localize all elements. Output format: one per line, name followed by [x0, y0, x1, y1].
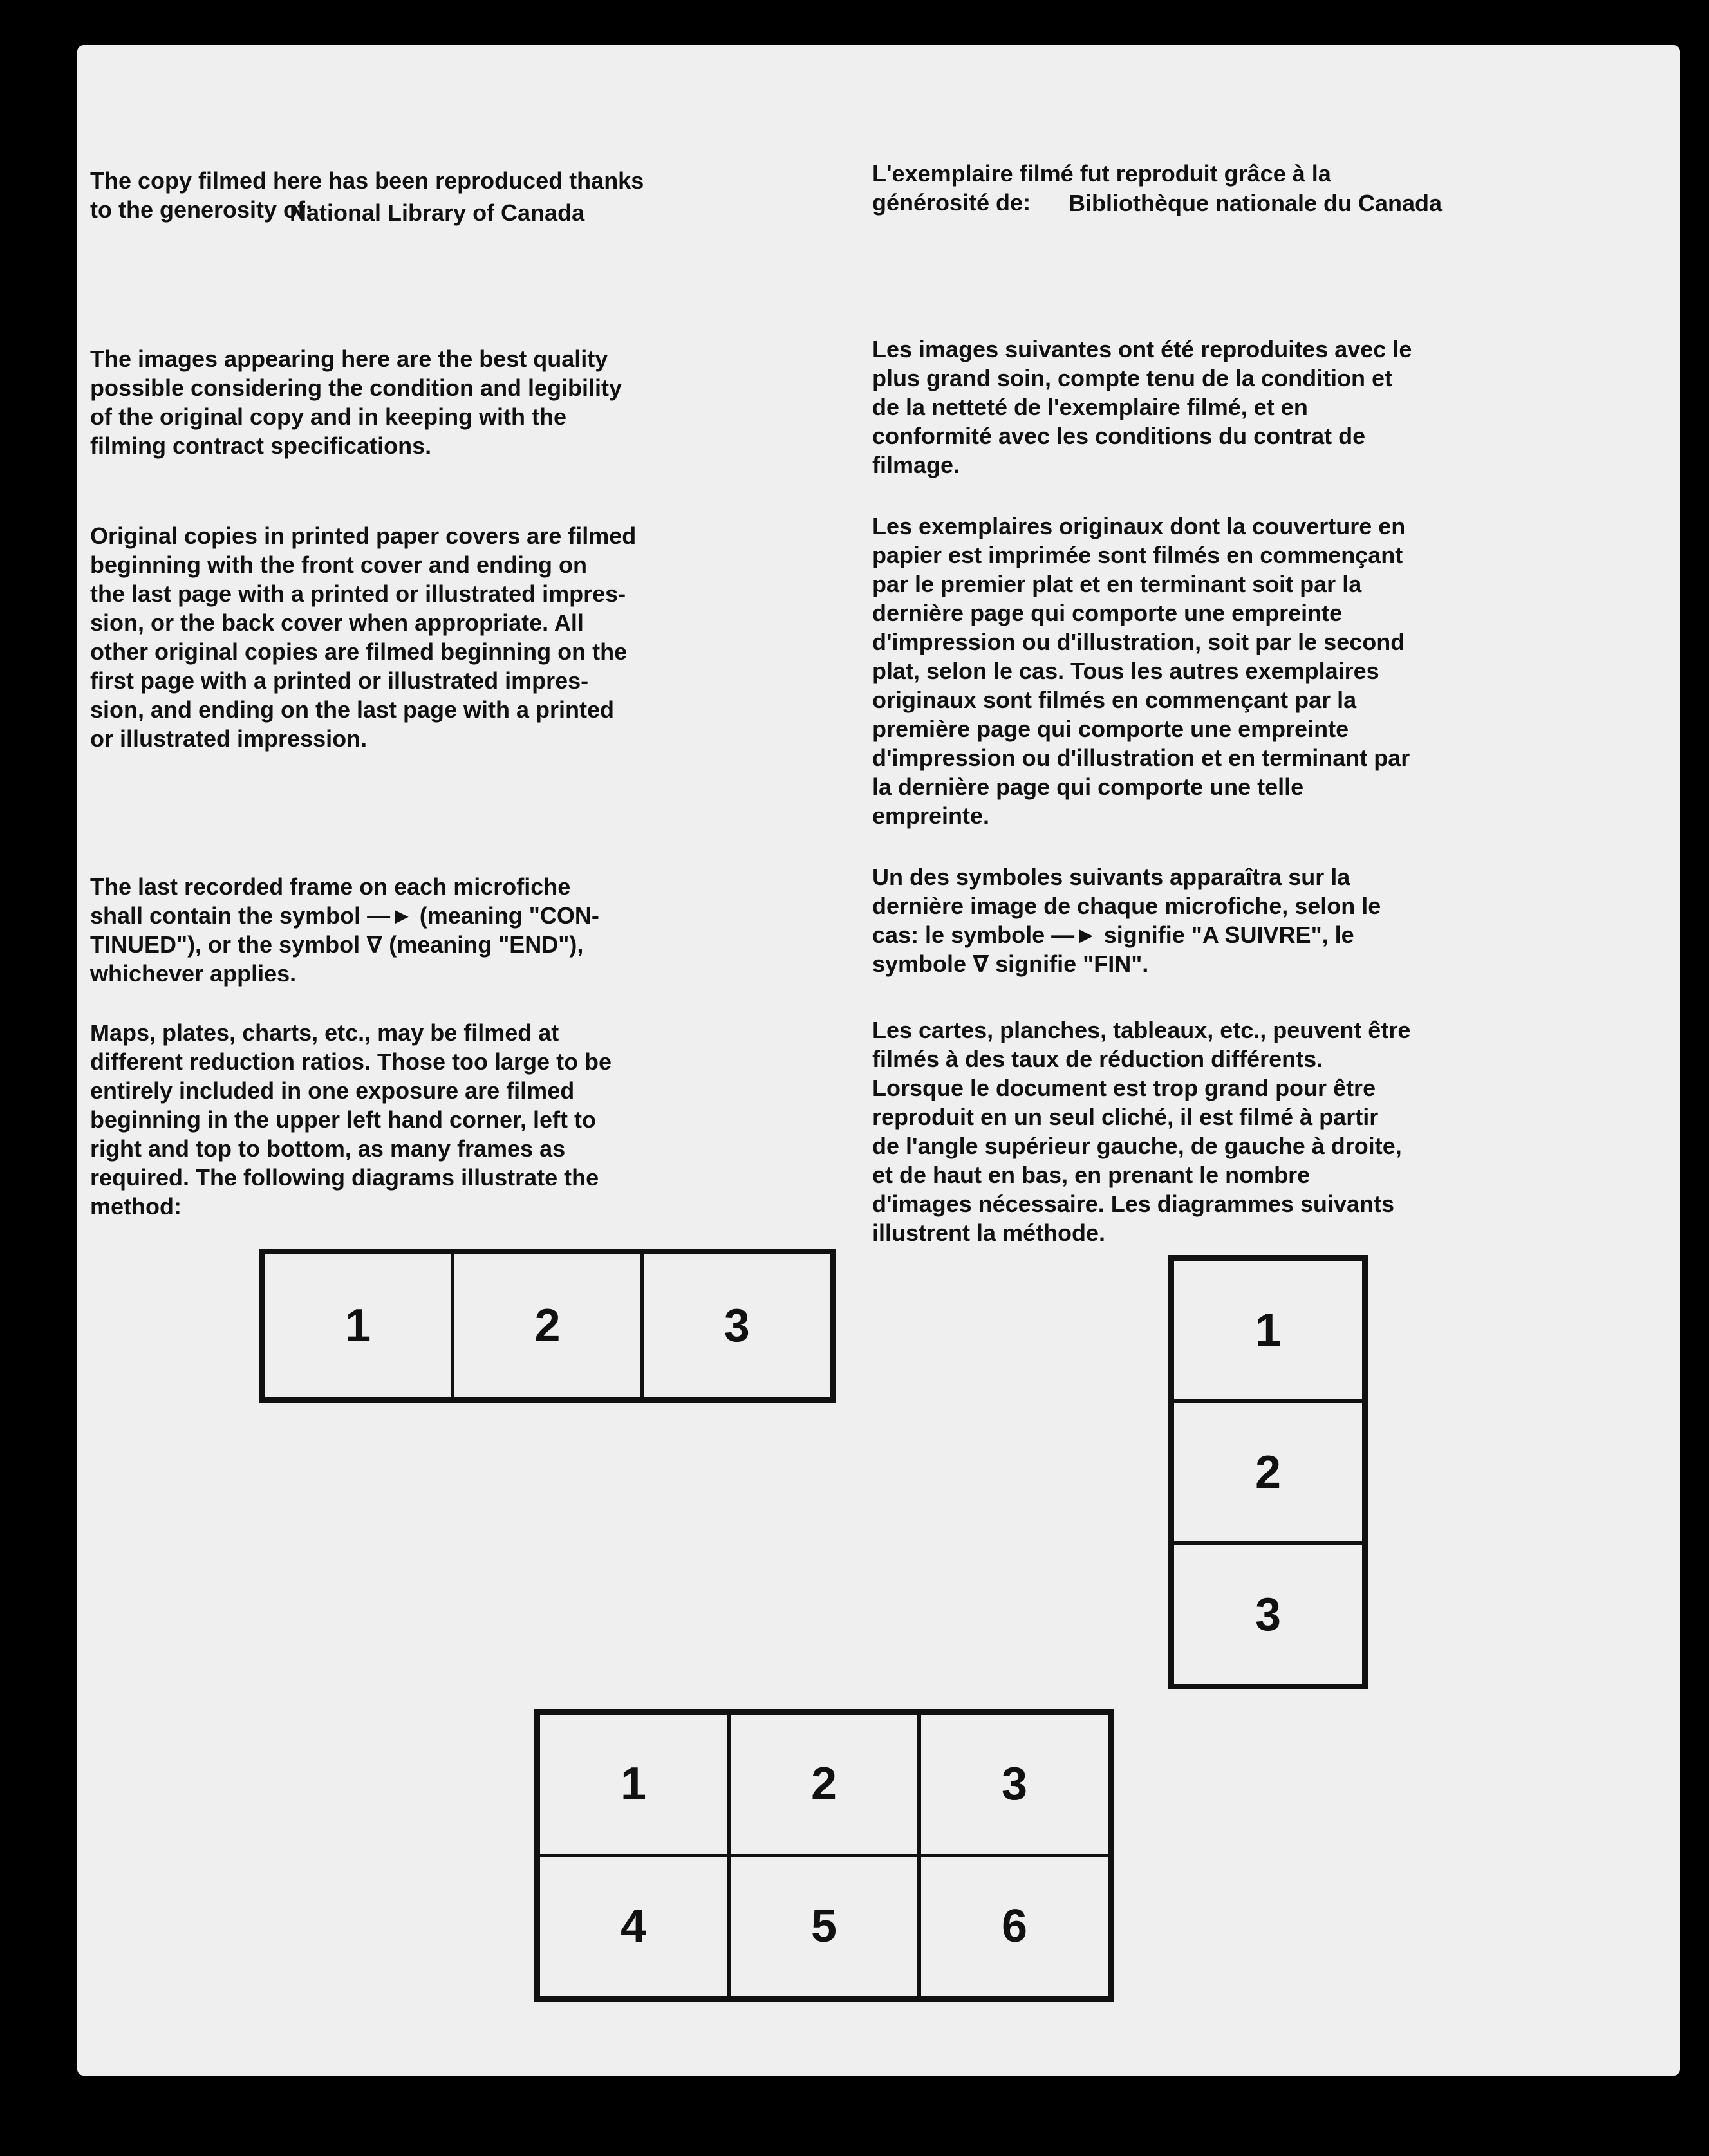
quality-paragraph-fr [872, 335, 1593, 479]
symbols-line-3-fr [872, 920, 1593, 949]
symbols-line-4b-fr: signifie "FIN". [989, 951, 1149, 977]
diagram-cell: 6 [919, 1855, 1110, 1998]
symbols-line-3b-en: (meaning "END"), [382, 931, 584, 958]
diagram-vertical [1168, 1255, 1368, 1689]
diagram-cell: 3 [1172, 1543, 1364, 1686]
diagram-cell: 2 [729, 1713, 919, 1855]
diagram-cell: 1 [263, 1252, 453, 1399]
diagram-cell: 5 [729, 1855, 919, 1998]
end-triangle-icon: ∇ [973, 951, 989, 977]
diagram-cell: 3 [642, 1252, 832, 1399]
symbols-line-2a-en: shall contain the symbol [90, 902, 368, 929]
symbols-line-4-en: whichever applies. [90, 960, 297, 987]
diagram-cell: 1 [538, 1713, 729, 1855]
credit-intro-fr-text: L'exemplaire filmé fut reproduit grâce à la générosité de: [872, 160, 1331, 216]
originals-text-fr: Les exemplaires originaux dont la couverture en papier est imprimée sont filmés en commençant par le premier plat et en terminant soit par la dernière page qui comporte une empreinte d'impression ou d'illustration, soit par le second plat, selon le cas. Tous les autres exemplaires originaux sont filmés en commençant par la première page qui comporte une empreinte d'impression ou d'illustration et en terminant par la dernière page qui comporte une telle empreinte. [872, 513, 1410, 829]
symbols-line-2b-en: (meaning "CON- [413, 902, 599, 929]
diagram-cell: 2 [453, 1252, 642, 1399]
symbols-paragraph-en [90, 872, 811, 988]
diagram-cell: 2 [1172, 1401, 1364, 1543]
originals-paragraph-en [90, 521, 811, 753]
diagram-cell: 3 [919, 1713, 1110, 1855]
symbols-line-3-en [90, 930, 811, 959]
credit-name-fr: Bibliothèque nationale du Canada [1069, 190, 1443, 216]
quality-text-fr: Les images suivantes ont été reproduites avec le plus grand soin, compte tenu de la condition et de la netteté de l'exemplaire filmé, et en conformité avec les conditions du contrat de filmage. [872, 336, 1412, 478]
maps-paragraph-en [90, 1018, 811, 1221]
diagram-block [534, 1709, 1114, 2002]
originals-paragraph-fr [872, 512, 1593, 830]
end-triangle-icon: ∇ [366, 931, 383, 958]
diagram-cell: 1 [1172, 1259, 1364, 1401]
maps-text-en: Maps, plates, charts, etc., may be filmed at different reduction ratios. Those too large to be entirely included in one exposure are filmed beginning in the upper left hand corner, left to right and top to bottom, as many frames as required. The following diagrams illustrate the method: [90, 1019, 612, 1220]
symbols-line-3b-fr: signifie "A SUIVRE", le [1097, 922, 1354, 948]
arrow-icon: —► [1051, 922, 1097, 948]
symbols-line-2-en [90, 901, 811, 930]
symbols-line-4a-fr: symbole [872, 951, 973, 977]
diagram-cell: 4 [538, 1855, 729, 1998]
symbols-line-3a-fr: cas: le symbole [872, 922, 1052, 948]
maps-paragraph-fr [872, 1016, 1593, 1247]
credit-intro-en-text: The copy filmed here has been reproduced thanks to the generosity of: [90, 167, 644, 223]
maps-text-fr: Les cartes, planches, tableaux, etc., peuvent être filmés à des taux de réduction différents. Lorsque le document est trop grand pour être reproduit en un seul cliché, il est filmé à partir de l'angle supérieur gauche, de gauche à droite, et de haut en bas, en prenant le nombre d'images nécessaire. Les diagrammes suivants illustrent la méthode. [872, 1017, 1411, 1246]
credit-name-en: National Library of Canada [290, 200, 585, 226]
symbols-paragraph-fr [872, 862, 1593, 978]
originals-text-en: Original copies in printed paper covers are filmed beginning with the front cover and ending on the last page with a printed or illustrated impres- sion, or the back cover when appropriate. All other original copies are filmed beginning on the first page with a printed or illustrated impres- sion, and ending on the last page with a printed or illustrated impression. [90, 523, 637, 752]
symbols-line-3a-en: TINUED"), or the symbol [90, 931, 367, 958]
quality-paragraph-en [90, 344, 811, 460]
arrow-icon: —► [367, 902, 413, 929]
symbols-line-1-en: The last recorded frame on each microfiche [90, 873, 571, 900]
symbols-line-2-fr: dernière image de chaque microfiche, selon le [872, 893, 1381, 919]
symbols-line-1-fr: Un des symboles suivants apparaîtra sur la [872, 864, 1350, 890]
diagram-horizontal [259, 1249, 836, 1403]
quality-text-en: The images appearing here are the best quality possible considering the condition and legibility of the original copy and in keeping with the filming contract specifications. [90, 346, 622, 459]
symbols-line-4-fr [872, 949, 1593, 978]
